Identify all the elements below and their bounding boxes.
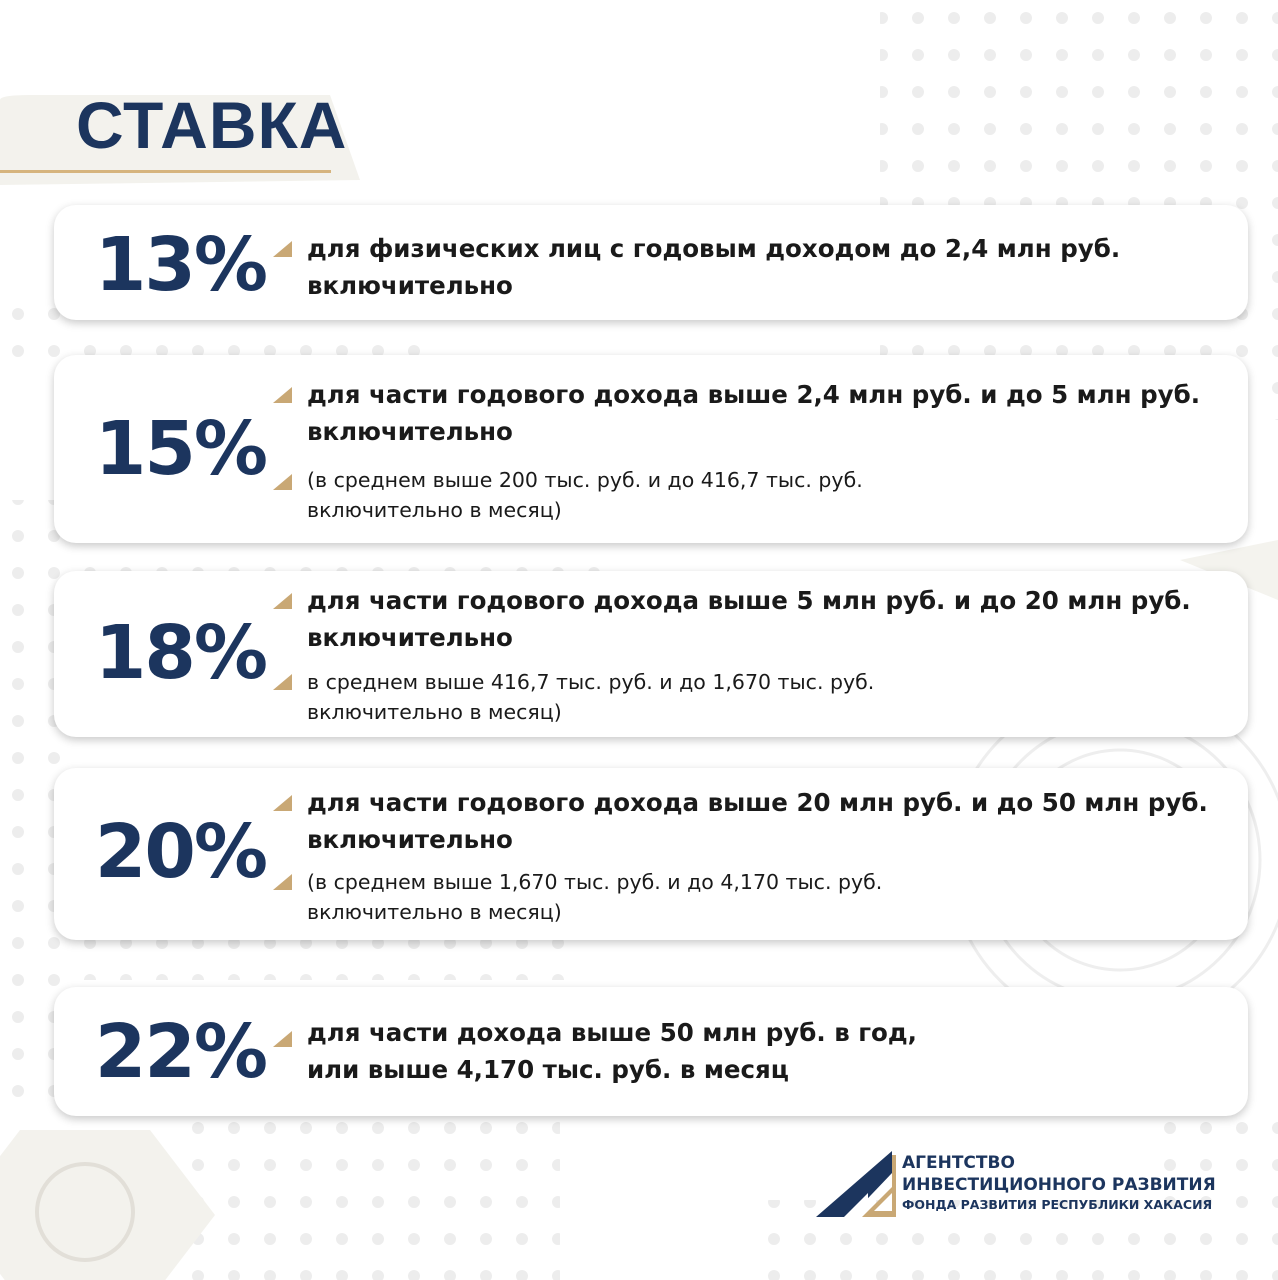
description-monthly: в среднем выше 416,7 тыс. руб. и до 1,670 тыс. руб. включительно в месяц) bbox=[307, 670, 875, 724]
triangle-bullet-icon bbox=[273, 874, 292, 890]
rate-value: 18% bbox=[94, 610, 266, 696]
rate-card-13 bbox=[54, 205, 1248, 320]
agency-logo bbox=[816, 1151, 1216, 1221]
triangle-bullet-icon bbox=[273, 674, 292, 690]
description-monthly: (в среднем выше 200 тыс. руб. и до 416,7 тыс. руб. включительно в месяц) bbox=[307, 468, 863, 522]
description-main: для физических лиц с годовым доходом до 2,4 млн руб. включительно bbox=[307, 234, 1121, 300]
rate-value: 13% bbox=[94, 222, 266, 308]
triangle-bullet-icon bbox=[273, 795, 292, 811]
logo-line-2: ИНВЕСТИЦИОННОГО РАЗВИТИЯ bbox=[902, 1175, 1216, 1195]
rate-value: 22% bbox=[94, 1009, 266, 1095]
description-main: для части годового дохода выше 20 млн руб. и до 50 млн руб. включительно bbox=[307, 788, 1208, 854]
description-main: для части годового дохода выше 2,4 млн руб. и до 5 млн руб. включительно bbox=[307, 380, 1201, 446]
title-underline bbox=[0, 170, 331, 173]
rate-card-20 bbox=[54, 768, 1248, 940]
rate-card-18 bbox=[54, 571, 1248, 737]
triangle-bullet-icon bbox=[273, 241, 292, 257]
logo-line-3: ФОНДА РАЗВИТИЯ РЕСПУБЛИКИ ХАКАСИЯ bbox=[902, 1197, 1213, 1212]
rate-value: 20% bbox=[94, 809, 266, 895]
description-main: для части дохода выше 50 млн руб. в год, или выше 4,170 тыс. руб. в месяц bbox=[307, 1018, 917, 1084]
agency-logo-icon bbox=[816, 1151, 896, 1219]
agency-logo-text bbox=[902, 1152, 1216, 1214]
triangle-bullet-icon bbox=[273, 474, 292, 490]
description-main: для части годового дохода выше 5 млн руб. и до 20 млн руб. включительно bbox=[307, 586, 1191, 652]
rate-card-15 bbox=[54, 355, 1248, 543]
page-title: СТАВКА bbox=[76, 88, 348, 162]
logo-line-1: АГЕНТСТВО bbox=[902, 1153, 1015, 1173]
triangle-bullet-icon bbox=[273, 1031, 292, 1047]
rate-value: 15% bbox=[94, 406, 266, 492]
triangle-bullet-icon bbox=[273, 387, 292, 403]
description-monthly: (в среднем выше 1,670 тыс. руб. и до 4,170 тыс. руб. включительно в месяц) bbox=[307, 870, 883, 924]
rate-card-22 bbox=[54, 987, 1248, 1116]
triangle-bullet-icon bbox=[273, 593, 292, 609]
